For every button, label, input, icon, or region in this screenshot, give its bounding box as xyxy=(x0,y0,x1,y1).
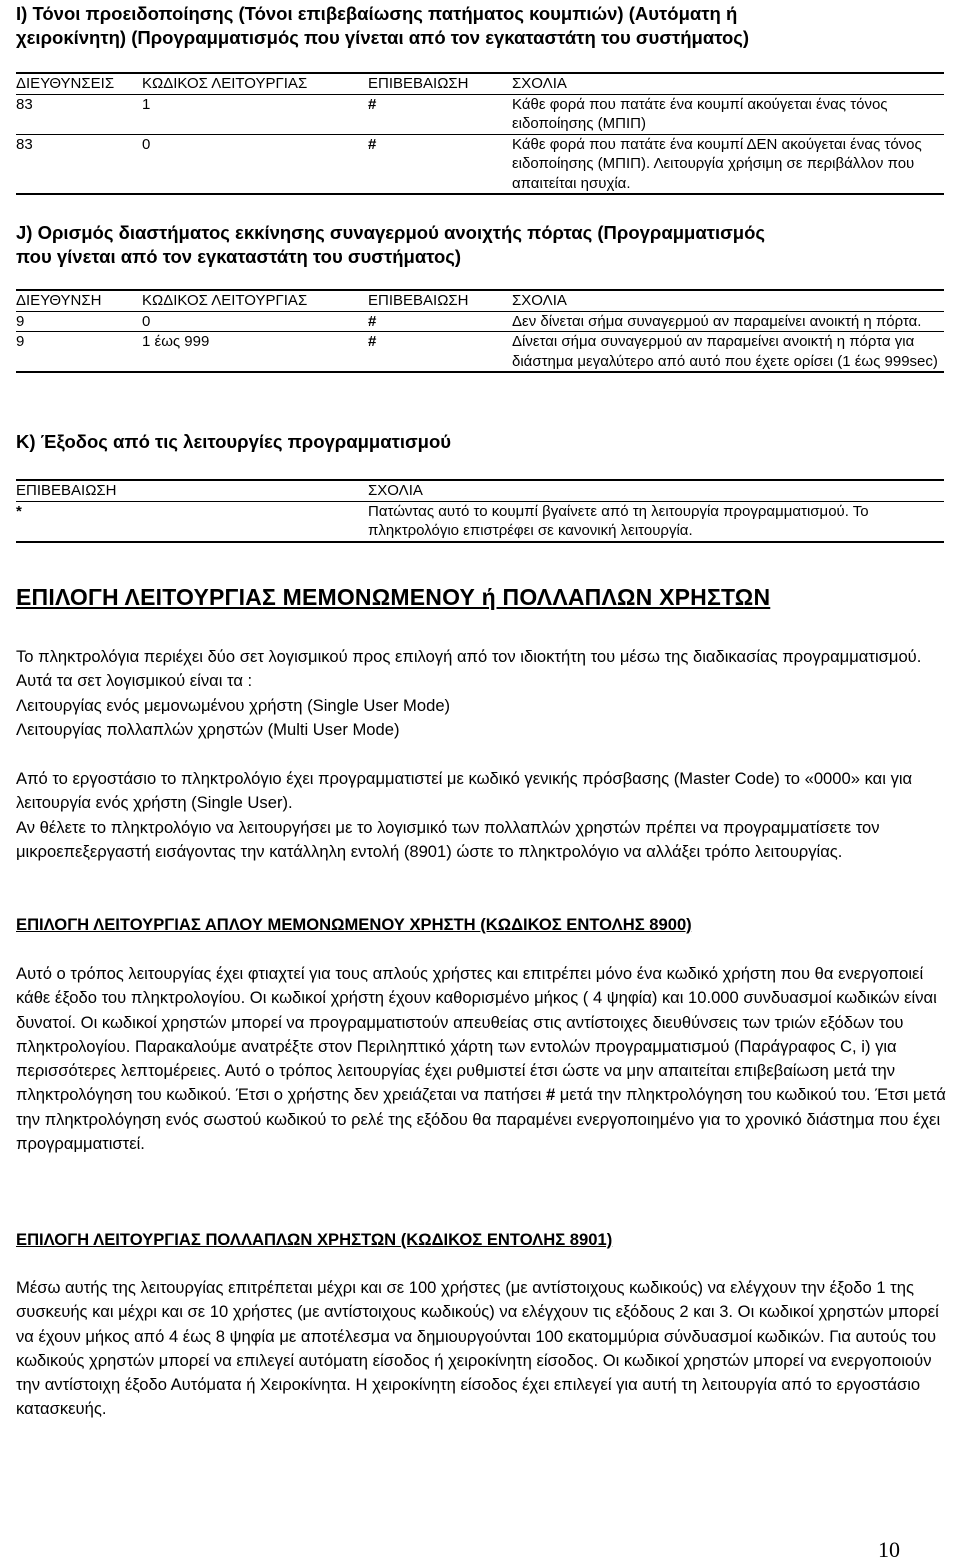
table-row xyxy=(16,501,944,542)
intro-line: Λειτουργίας ενός μεμονωμένου χρήστη (Single User Mode) xyxy=(16,695,451,715)
table-row xyxy=(16,311,944,332)
table-cell: 83 xyxy=(16,134,142,194)
table-cell: 9 xyxy=(16,311,142,332)
intro-line: Το πληκτρολόγια περιέχει δύο σετ λογισμικού προς επιλογή από τον ιδιοκτήτη του μέσω της διαδικασίας προγραμματισμού. Αυτά τα σετ λογισμικού είναι τα : xyxy=(16,647,922,691)
header-cell: ΔΙΕΥΘΥΝΣΕΙΣ xyxy=(16,73,142,94)
table-cell: 1 xyxy=(142,94,368,134)
factory-paragraph xyxy=(16,767,946,864)
header-cell: ΚΩΔΙΚΟΣ ΛΕΙΤΟΥΡΓΙΑΣ xyxy=(142,73,368,94)
factory-line: Αν θέλετε το πληκτρολόγιο να λειτουργήσει με το λογισμικό των πολλαπλών χρηστών πρέπει να προγραμματίσετε τον μικροεπεξεργαστή εισάγοντας την κατάλληλη εντολή (8901) ώστε το πληκτρολόγιο να αλλάξει τρόπο λειτουργίας. xyxy=(16,817,880,861)
table-cell: * xyxy=(16,501,368,542)
hash-key: # xyxy=(545,1085,556,1105)
table-cell: # xyxy=(368,332,512,373)
section-k-title: K) Έξοδος από τις λειτουργίες προγραμματισμού xyxy=(16,431,452,452)
table-row xyxy=(16,94,944,134)
multi-user-heading: ΕΠΙΛΟΓΗ ΛΕΙΤΟΥΡΓΙΑΣ ΠΟΛΛΑΠΛΩΝ ΧΡΗΣΤΩΝ (ΚΩΔΙΚΟΣ ΕΝΤΟΛΗΣ 8901) xyxy=(16,1230,613,1249)
section-k-table xyxy=(16,479,944,543)
section-j-title-line1: J) Ορισμός διαστήματος εκκίνησης συναγερμού ανοιχτής πόρτας (Προγραμματισμός xyxy=(16,222,766,243)
multi-user-paragraph: Μέσω αυτής της λειτουργίας επιτρέπεται μέχρι και σε 100 χρήστες (με αντίστοιχους κωδικούς) να ελέγχουν την έξοδο 1 της συσκευής και μέχρι και σε 10 χρήστες (με αντίστοιχους κωδικούς) να ελέγχουν τις εξόδους 2 και 3. Οι κωδικοί χρηστών μπορεί να έχουν μήκος από 4 έως 8 ψηφία με αποτέλεσμα να δημιουργούνται 100 εκατομμύρια σύνδυασμοί κωδικών. Για αυτούς του κωδικούς χρηστών μπορεί να επιλεγεί αυτόματη είσοδος ή χειροκίνητη είσοδος. Οι κωδικοί χρηστών μπορεί να ενεργοποιούν την αντίστοιχη έξοδο Αυτόματα ή Χειροκίνητα. Η χειροκίνητη είσοδος έχει επιλεγεί για αυτή τη λειτουργία από το εργοστάσιο κατασκευής. xyxy=(16,1278,939,1419)
table-cell: 1 έως 999 xyxy=(142,332,368,373)
table-cell: Δεν δίνεται σήμα συναγερμού αν παραμείνει ανοικτή η πόρτα. xyxy=(512,311,944,332)
header-cell: ΕΠΙΒΕΒΑΙΩΣΗ xyxy=(368,290,512,311)
section-i-title xyxy=(16,2,946,50)
table-cell: 83 xyxy=(16,94,142,134)
table-cell: Πατώντας αυτό το κουμπί βγαίνετε από τη λειτουργία προγραμματισμού. Το πληκτρολόγιο επιστρέφει σε κανονική λειτουργία. xyxy=(368,501,944,542)
single-user-heading: ΕΠΙΛΟΓΗ ΛΕΙΤΟΥΡΓΙΑΣ ΑΠΛΟΥ ΜΕΜΟΝΩΜΕΝΟΥ ΧΡΗΣΤΗ (ΚΩΔΙΚΟΣ ΕΝΤΟΛΗΣ 8900) xyxy=(16,915,692,934)
table-cell: 0 xyxy=(142,311,368,332)
section-i-title-line1: I) Τόνοι προειδοποίησης (Τόνοι επιβεβαίωσης πατήματος κουμπιών) (Αυτόματη ή xyxy=(16,3,738,24)
table-cell: Κάθε φορά που πατάτε ένα κουμπί ΔΕΝ ακούγεται ένας τόνος ειδοποίησης (ΜΠΙΠ). Λειτουργία χρήσιμη σε περιβάλλον που απαιτείται ησυχία. xyxy=(512,134,944,194)
header-cell: ΕΠΙΒΕΒΑΙΩΣΗ xyxy=(16,480,368,501)
section-j-table xyxy=(16,289,944,373)
table-cell: 0 xyxy=(142,134,368,194)
table-cell: Κάθε φορά που πατάτε ένα κουμπί ακούγεται ένας τόνος ειδοποίησης (ΜΠΙΠ) xyxy=(512,94,944,134)
intro-line: Λειτουργίας πολλαπλών χρηστών (Multi User Mode) xyxy=(16,719,400,739)
table-row xyxy=(16,332,944,373)
factory-line: Από το εργοστάσιο το πληκτρολόγιο έχει προγραμματιστεί με κωδικό γενικής πρόσβασης (Master Code) το «0000» και για λειτουργία ενός χρήστη (Single User). xyxy=(16,769,913,813)
single-user-text-after: μετά την πληκτρολόγηση του κωδικού του. Έτσι μετά την πληκτρολόγηση ενός σωστού κωδικού το ρελέ της εξόδου θα παραμένει ενεργοποιημένο για το χρονικό διάστημα που έχει προγραμματιστεί. xyxy=(16,1085,946,1154)
table-cell: Δίνεται σήμα συναγερμού αν παραμείνει ανοικτή η πόρτα για διάστημα μεγαλύτερο από αυτό που έχετε ορίσει (1 έως 999sec) xyxy=(512,332,944,373)
header-cell: ΔΙΕΥΘΥΝΣΗ xyxy=(16,290,142,311)
single-user-text: Αυτό ο τρόπος λειτουργίας έχει φτιαχτεί για τους απλούς χρήστες και επιτρέπει μόνο ένα κωδικό χρήστη που θα ενεργοποιεί κάθε έξοδο του πληκτρολογίου. Οι κωδικοί χρήστη έχουν καθορισμένο μήκος ( 4 ψηφία) και 10.000 συνδυασμοί κωδικών είναι δυνατοί. Οι κωδικοί χρηστών μπορεί να προγραμματιστούν απευθείας στις αντίστοιχες διευθύνσεις των τριών εξόδων του πληκτρολογίου. Παρακαλούμε ανατρέξτε στον Περιληπτικό χάρτη των εντολών προγραμματισμού (Παράγραφος C, i) για περισσότερες λεπτομέρειες. Αυτό ο τρόπος λειτουργίας έχει ρυθμιστεί έτσι ώστε να μην απαιτείται επιβεβαίωση μετά την πληκτρολόγηση του κωδικού. Έτσι ο χρήστης δεν χρειάζεται να πατήσει xyxy=(16,964,937,1105)
table-cell: # xyxy=(368,134,512,194)
header-cell: ΕΠΙΒΕΒΑΙΩΣΗ xyxy=(368,73,512,94)
header-cell: ΣΧΟΛΙΑ xyxy=(512,73,944,94)
section-i-table xyxy=(16,72,944,195)
table-header-row xyxy=(16,480,944,501)
main-title: ΕΠΙΛΟΓΗ ΛΕΙΤΟΥΡΓΙΑΣ ΜΕΜΟΝΩΜΕΝΟΥ ή ΠΟΛΛΑΠΛΩΝ ΧΡΗΣΤΩΝ xyxy=(16,584,771,610)
single-user-paragraph xyxy=(16,962,946,1156)
header-cell: ΣΧΟΛΙΑ xyxy=(368,480,944,501)
table-cell: 9 xyxy=(16,332,142,373)
table-header-row xyxy=(16,73,944,94)
intro-paragraph xyxy=(16,645,946,742)
table-row xyxy=(16,134,944,194)
table-cell: # xyxy=(368,94,512,134)
section-j-title-line2: που γίνεται από τον εγκαταστάτη του συστήματος) xyxy=(16,246,462,267)
page-number: 10 xyxy=(878,1537,900,1562)
table-header-row xyxy=(16,290,944,311)
section-i-title-line2: χειροκίνητη) (Προγραμματισμός που γίνεται από τον εγκαταστάτη του συστήματος) xyxy=(16,27,750,48)
table-cell: # xyxy=(368,311,512,332)
header-cell: ΚΩΔΙΚΟΣ ΛΕΙΤΟΥΡΓΙΑΣ xyxy=(142,290,368,311)
section-j-title xyxy=(16,221,946,269)
header-cell: ΣΧΟΛΙΑ xyxy=(512,290,944,311)
